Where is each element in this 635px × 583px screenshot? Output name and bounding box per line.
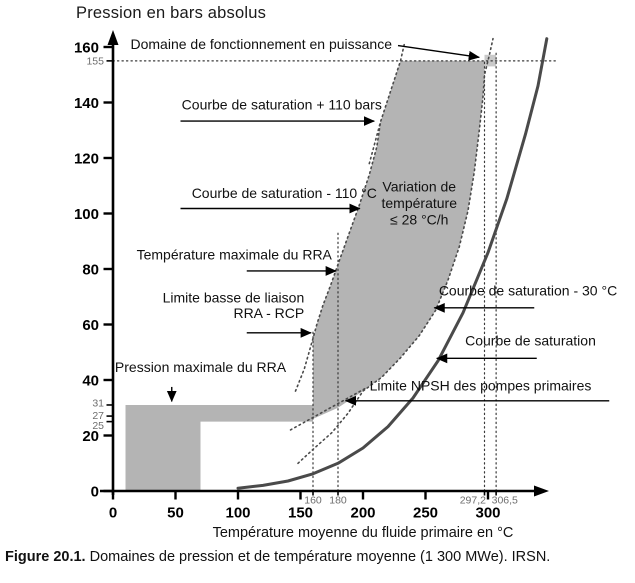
pression-max-rra-label-text: Pression maximale du RRA <box>114 359 287 376</box>
y-tick-label: 100 <box>73 206 99 223</box>
courbe-sat-moins-30-label-text: Courbe de saturation - 30 °C <box>438 282 618 299</box>
variation-temperature-label-text: Variation de <box>382 178 457 195</box>
y-minor-tick-label: 31 <box>92 397 104 410</box>
regions <box>126 55 497 491</box>
x-minor-tick-label: 306,5 <box>491 494 518 507</box>
y-tick-label: 80 <box>82 261 99 279</box>
x-tick-label: 150 <box>287 504 314 522</box>
limite-npsh-label <box>346 378 610 401</box>
courbe-saturation-label-text: Courbe de saturation <box>465 332 596 349</box>
x-tick-label: 250 <box>412 504 439 522</box>
x-axis-arrow-icon <box>534 486 549 497</box>
x-axis-title: Température moyenne du fluide primaire en °C <box>212 525 514 541</box>
variation-temperature-label-text: ≤ 28 °C/h <box>390 211 449 228</box>
courbe-sat-plus-110-label-text: Courbe de saturation + 110 bars <box>181 96 382 113</box>
variation-temperature-label <box>382 178 458 227</box>
pression-max-rra-label <box>115 359 287 401</box>
courbe-sat-plus-110-label <box>181 96 382 121</box>
limite-basse-liaison-label-text: Limite basse de liaison <box>162 289 305 306</box>
x-tick-label: 50 <box>167 504 184 522</box>
temperature-max-rra-label-text: Température maximale du RRA <box>136 246 332 263</box>
y-axis-title: Pression en bars absolus <box>76 4 267 22</box>
caption-text: Domaines de pression et de température moyenne (1 300 MWe). IRSN. <box>89 549 551 565</box>
x-minor-tick-label: 180 <box>329 494 347 507</box>
y-tick-label: 140 <box>73 95 99 112</box>
domaine-fonctionnement-label-arrow <box>398 46 479 58</box>
y-minor-tick-label: 27 <box>92 410 104 423</box>
y-tick-label: 20 <box>82 428 99 445</box>
x-tick-label: 0 <box>108 504 118 522</box>
x-tick-label: 200 <box>350 504 376 522</box>
y-tick-label: 160 <box>73 39 99 57</box>
x-tick-label: 300 <box>475 504 501 522</box>
figure-number: Figure 20.1. <box>5 549 86 565</box>
domaine-fonctionnement-label-text: Domaine de fonctionnement en puissance <box>130 35 393 52</box>
domaine-exploitation <box>313 61 485 419</box>
y-tick-label: 40 <box>82 372 99 390</box>
temperature-max-rra-label <box>137 246 337 271</box>
variation-temperature-label-text: température <box>381 194 457 211</box>
limite-npsh-label-text: Limite NPSH des pompes primaires <box>369 377 592 394</box>
courbe-saturation-label <box>437 332 596 358</box>
figure-caption <box>5 549 550 565</box>
y-minor-tick-label: 155 <box>86 55 104 68</box>
x-minor-tick-label: 297,2 <box>459 494 486 507</box>
x-minor-tick-label: 160 <box>304 494 322 507</box>
domaine-rra <box>126 405 314 491</box>
limite-basse-liaison-label-text: RRA - RCP <box>233 305 305 322</box>
x-tick-label: 100 <box>225 504 251 522</box>
y-tick-label: 120 <box>73 150 99 168</box>
courbe-sat-moins-30-label <box>434 282 617 307</box>
y-minor-tick-label: 25 <box>92 420 104 433</box>
y-tick-label: 0 <box>90 483 99 501</box>
y-axis-arrow-icon <box>108 30 119 45</box>
y-tick-label: 60 <box>82 317 99 334</box>
courbe-sat-moins-110-label <box>181 185 377 208</box>
limite-basse-liaison-label <box>163 289 312 333</box>
courbe-sat-moins-110-label-text: Courbe de saturation - 110 °C <box>191 185 377 202</box>
domaine-fonctionnement-label <box>131 36 480 57</box>
